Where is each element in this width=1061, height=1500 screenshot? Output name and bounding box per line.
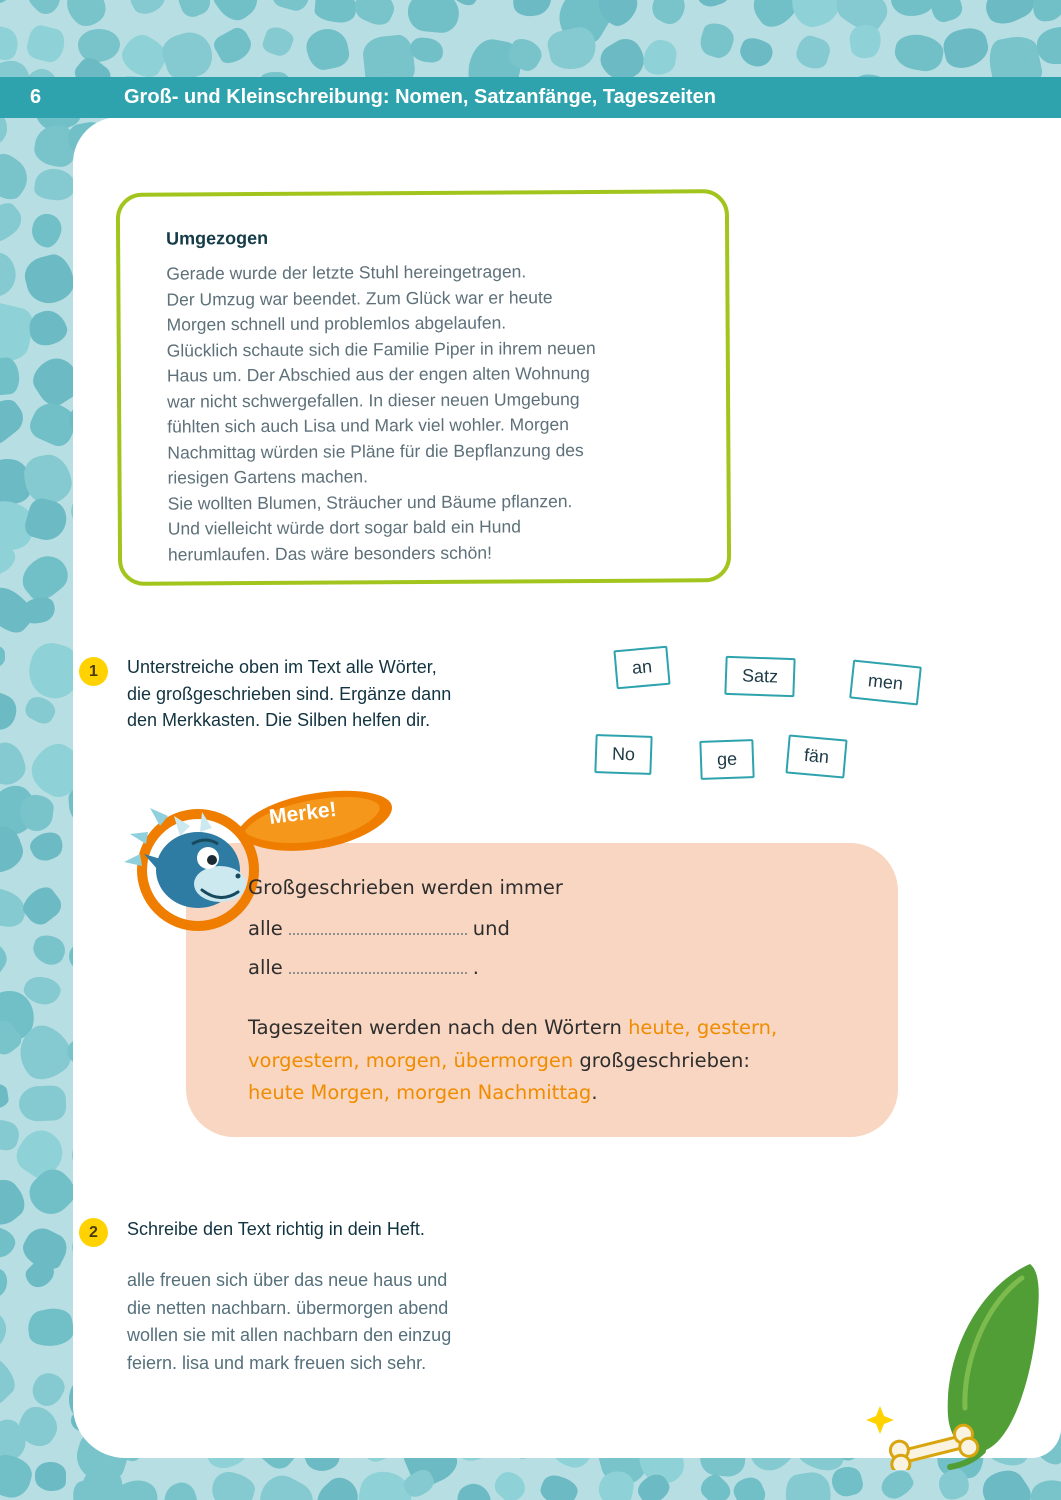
rule-text: großgeschrieben: — [573, 1048, 750, 1072]
dragon-pupil — [207, 855, 217, 865]
reading-line: Der Umzug war beendet. Zum Glück war er heute — [166, 286, 553, 310]
merke-blank1-pre: alle — [248, 917, 283, 940]
task1-number-badge: 1 — [79, 657, 108, 686]
merke-rule-line — [248, 1012, 777, 1045]
task1-instruction-line: die großgeschrieben sind. Ergänze dann — [127, 683, 452, 704]
reading-line: riesigen Gartens machen. — [167, 466, 368, 488]
page-title: Groß- und Kleinschreibung: Nomen, Satzanfänge, Tageszeiten — [124, 86, 716, 108]
syllable-card-satz: Satz — [724, 656, 795, 697]
fill-in-blank-1 — [289, 918, 467, 935]
exercise-line: wollen sie mit allen nachbarn den einzug — [127, 1325, 452, 1345]
task1-instruction-line: den Merkkasten. Die Silben helfen dir. — [127, 710, 431, 730]
reading-line: Nachmittag würden sie Pläne für die Bepflanzung des — [167, 439, 584, 463]
merke-blank-row-1 — [248, 917, 510, 940]
reading-text-inner — [120, 193, 727, 568]
dragon-mascot-illustration — [118, 772, 402, 940]
exercise-line: alle freuen sich über das neue haus und — [127, 1270, 448, 1290]
merke-intro: Großgeschrieben werden immer — [248, 876, 563, 899]
syllable-card-ge: ge — [699, 739, 754, 780]
reading-line: herumlaufen. Das wäre besonders schön! — [167, 542, 493, 565]
task1-instruction-line: Unterstreiche oben im Text alle Wörter, — [127, 657, 437, 677]
merke-blank2-pre: alle — [248, 956, 283, 979]
merke-blank-row-2 — [248, 956, 479, 979]
dragon-nostril — [236, 874, 241, 879]
syllable-card-faen: fän — [785, 735, 847, 779]
merke-rule-paragraph — [248, 1012, 777, 1110]
reading-line: Und vielleicht würde dort sogar bald ein Hund — [167, 516, 522, 539]
task2-instruction: Schreibe den Text richtig in dein Heft. — [127, 1219, 425, 1239]
merke-blank1-post: und — [472, 917, 510, 940]
reading-line: Morgen schnell und problemlos abgelaufen. — [166, 312, 507, 335]
merke-rule-line — [248, 1045, 777, 1078]
rule-text: . — [591, 1081, 598, 1104]
fill-in-blank-2 — [289, 957, 467, 974]
rule-text: Tageszeiten werden nach den Wörtern — [248, 1016, 629, 1039]
merke-rule-line — [248, 1077, 777, 1110]
rule-highlight: heute Morgen, morgen Nachmittag — [248, 1081, 592, 1104]
exercise-line: die netten nachbarn. übermorgen abend — [127, 1297, 449, 1318]
page-number: 6 — [30, 86, 42, 108]
reading-line: Glücklich schaute sich die Familie Piper in ihrem neuen — [166, 337, 596, 361]
rule-highlight: heute, gestern, — [628, 1016, 778, 1039]
rule-highlight: vorgestern, morgen, übermorgen — [248, 1048, 574, 1072]
task1-instruction — [127, 654, 451, 734]
reading-text-box — [116, 189, 731, 586]
syllable-card-an: an — [613, 646, 670, 690]
reading-title: Umgezogen — [166, 227, 269, 249]
task2-number-badge: 2 — [79, 1218, 108, 1247]
reading-line: Sie wollten Blumen, Sträucher und Bäume pflanzen. — [167, 490, 573, 514]
leaf-and-bone-illustration — [862, 1258, 1052, 1470]
reading-line: war nicht schwergefallen. In dieser neuen Umgebung — [167, 388, 580, 412]
syllable-card-men: men — [849, 659, 922, 705]
task2-exercise-text — [127, 1267, 451, 1377]
reading-line: fühlten sich auch Lisa und Mark viel wohler. Morgen — [167, 414, 570, 437]
merke-flame-label: Merke! — [267, 797, 338, 829]
reading-line: Haus um. Der Abschied aus der engen alten Wohnung — [166, 362, 590, 386]
syllable-card-no: No — [594, 734, 652, 775]
merke-blank2-post: . — [472, 956, 479, 979]
reading-line: Gerade wurde der letzte Stuhl hereingetragen. — [166, 261, 527, 284]
leaf-shape — [948, 1264, 1039, 1452]
sparkle-icon — [866, 1406, 894, 1434]
exercise-line: feiern. lisa und mark freuen sich sehr. — [127, 1352, 427, 1373]
